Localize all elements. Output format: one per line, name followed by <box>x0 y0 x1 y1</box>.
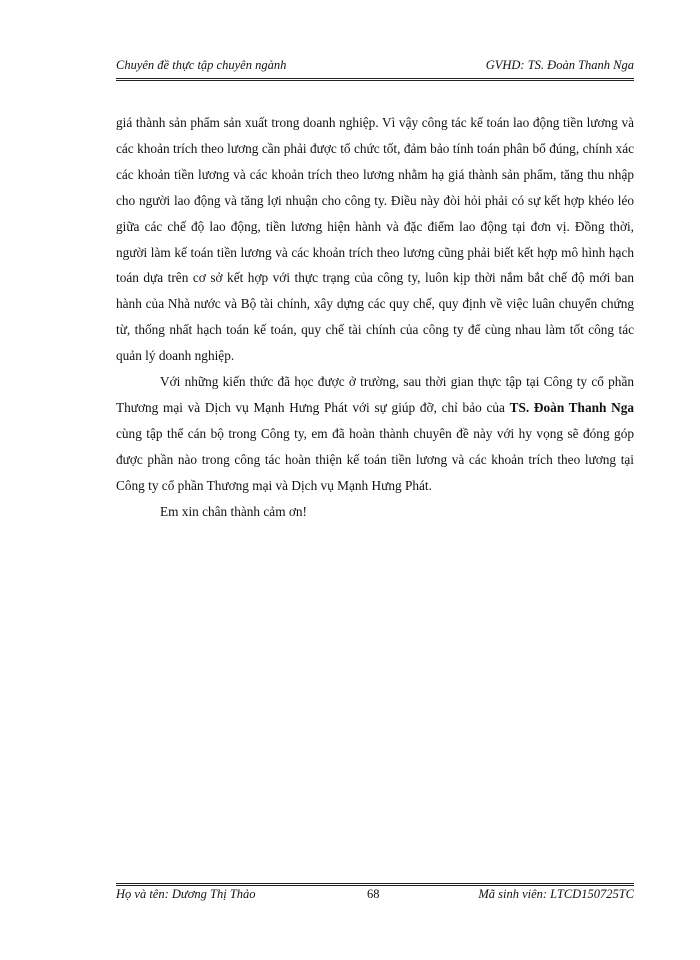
page-footer <box>116 887 634 907</box>
paragraph-2-text-start: Với những kiến thức đã học được ở trường, sau thời gian thực tập tại Công ty cổ phần Thương mại và Dịch vụ Mạnh Hưng Phát với sự giúp đỡ, chỉ bảo của <box>116 374 634 415</box>
paragraph-2-text-end: cùng tập thể cán bộ trong Công ty, em đã hoàn thành chuyên đề này với hy vọng sẽ đóng góp được phần nào trong công tác hoàn thiện kế toán tiền lương và các khoản trích theo lương tại Công ty cổ phần Thương mại và Dịch vụ Mạnh Hưng Phát. <box>116 425 634 493</box>
header-divider <box>116 78 634 81</box>
footer-divider <box>116 883 634 886</box>
footer-student-name: Họ và tên: Dương Thị Thảo <box>116 887 256 901</box>
paragraph-3-thanks: Em xin chân thành cảm ơn! <box>160 503 307 519</box>
header-supervisor: GVHD: TS. Đoàn Thanh Nga <box>485 58 634 72</box>
page-body <box>116 110 634 525</box>
page-number: 68 <box>367 887 380 901</box>
paragraph-2 <box>116 369 634 499</box>
footer-student-id: Mã sinh viên: LTCD150725TC <box>478 887 634 901</box>
header-course-title: Chuyên đề thực tập chuyên ngành <box>116 58 287 72</box>
supervisor-name-bold: TS. Đoàn Thanh Nga <box>509 399 634 415</box>
page-header <box>116 58 634 78</box>
paragraph-1: giá thành sản phẩm sản xuất trong doanh nghiệp. Vì vậy công tác kế toán lao động tiền lương và các khoản trích theo lương cần phải được tổ chức tốt, đảm bảo tính toán phân bổ đúng, chính xác các khoản tiền lương và các khoản trích theo lương nhằm hạ giá thành sản phẩm, tăng thu nhập cho người lao động và tăng lợi nhuận cho công ty. Điều này đòi hỏi phải có sự kết hợp khéo léo giữa các chế độ lao động, tiền lương hiện hành và đặc điểm lao động tại đơn vị. Đồng thời, người làm kế toán tiền lương và các khoản trích theo lương cũng phải biết kết hợp mô hình hạch toán dựa trên cơ sở kết hợp với thực trạng của công ty, luôn kịp thời nắm bắt chế độ mới ban hành của Nhà nước và Bộ tài chính, xây dựng các quy chế, quy định về việc luân chuyển chứng từ, thống nhất hạch toán kế toán, quy chế tài chính của công ty để cùng nhau làm tốt công tác quản lý doanh nghiệp. <box>116 115 634 364</box>
